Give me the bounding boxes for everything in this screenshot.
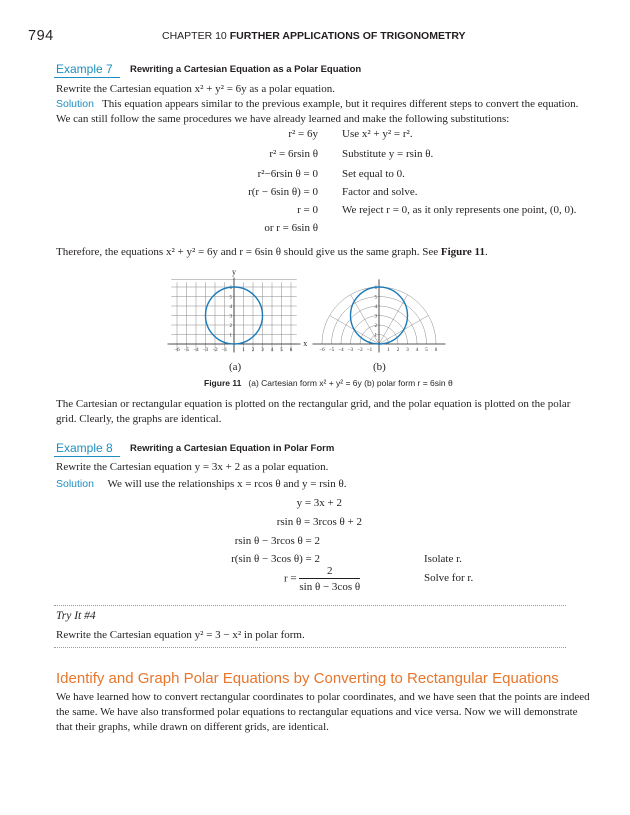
x-tick-label: −4 (193, 348, 199, 353)
step-note: Substitute y = rsin θ. (342, 148, 434, 160)
y-tick-label: 2 (229, 324, 232, 329)
step-lhs: r(sin θ − 3cos θ) = 2 (231, 553, 320, 565)
x-tick-label: −5 (328, 348, 335, 353)
step-lhs: r² = 6y (288, 128, 318, 140)
final-equation (284, 565, 360, 593)
figure-11-graphs (150, 268, 470, 376)
step-lhs: r(r − 6sin θ) = 0 (248, 186, 318, 198)
fraction-numerator: 2 (299, 565, 360, 579)
page-number: 794 (28, 28, 54, 44)
section-line-2: the same. We have also transformed polar equations to rectangular equations and vice versa. Now we will demonstrate (56, 706, 578, 718)
chapter-title: FURTHER APPLICATIONS OF TRIGONOMETRY (229, 30, 466, 42)
step-note: Set equal to 0. (342, 168, 405, 180)
conclusion-end: . (484, 246, 488, 258)
x-tick-label: 3 (406, 348, 409, 353)
y-tick-label: 4 (229, 305, 232, 310)
step-lhs: r² = 6rsin θ (269, 148, 318, 160)
solution-label: Solution (56, 98, 94, 110)
x-tick-label: −6 (174, 348, 180, 353)
y-tick-label: 1 (374, 333, 377, 339)
x-tick-label: 5 (280, 348, 283, 353)
x-tick-label: 4 (270, 348, 274, 353)
example-8-underline (54, 456, 120, 457)
step-lhs: y = 3x + 2 (296, 497, 342, 509)
example-8-title: Rewriting a Cartesian Equation in Polar Form (130, 443, 335, 454)
x-tick-label: −5 (183, 348, 190, 353)
y-tick-label: 3 (374, 314, 377, 320)
x-tick-label: −2 (357, 348, 363, 353)
fraction-denominator: sin θ − 3cos θ (299, 581, 361, 593)
polar-ray (379, 295, 408, 344)
solution-label: Solution (56, 478, 94, 490)
caption-label: Figure 11 (204, 378, 242, 388)
y-tick-label: 5 (229, 295, 232, 301)
x-tick-label: −1 (366, 348, 373, 353)
solution-line-2: We can still follow the same procedures we have already learned and make the following substitutions: (56, 113, 510, 125)
after-figure-line-1: The Cartesian or rectangular equation is plotted on the rectangular grid, and the polar equation is plotted on the polar (56, 398, 571, 410)
x-tick-label: 4 (415, 348, 419, 353)
fraction (299, 565, 360, 593)
y-tick-label: 5 (374, 295, 377, 301)
x-tick-label: 1 (387, 348, 390, 353)
x-tick-label: 1 (242, 348, 245, 353)
section-line-1: We have learned how to convert rectangular coordinates to polar coordinates, and we have seen that the points are indeed (56, 691, 590, 703)
x-tick-label: −1 (221, 348, 228, 353)
example-7-prompt: Rewrite the Cartesian equation x² + y² = 6y as a polar equation. (56, 83, 335, 95)
figure-11-label-a: (a) (229, 361, 242, 373)
y-tick-label: 3 (229, 314, 232, 320)
section-line-3: that their graphs, while drawn on different grids, are identical. (56, 721, 329, 733)
x-tick-label: −6 (319, 348, 325, 353)
y-tick-label: 1 (229, 333, 232, 339)
step-lhs: r = 0 (297, 204, 318, 216)
try-it-text: Rewrite the Cartesian equation y² = 3 − x² in polar form. (56, 629, 305, 641)
x-tick-label: −4 (338, 348, 344, 353)
x-axis-label: x (303, 339, 308, 348)
step-lhs: or r = 6sin θ (264, 222, 318, 234)
y-tick-label: 6 (374, 286, 377, 291)
example-8-label: Example 8 (56, 441, 113, 455)
after-figure-line-2: grid. Clearly, the graphs are identical. (56, 413, 222, 425)
figure-ref: Figure 11 (440, 246, 485, 258)
example-7-label: Example 7 (56, 62, 113, 76)
y-axis-label: y (232, 268, 236, 277)
step-note: Factor and solve. (342, 186, 418, 198)
conclusion-text: Therefore, the equations x² + y² = 6y and r = 6sin θ should give us the same graph. See (56, 246, 441, 258)
polar-graph (313, 279, 446, 353)
y-tick-label: 2 (374, 324, 377, 329)
step-lhs: rsin θ − 3rcos θ = 2 (234, 535, 320, 547)
try-it-top-rule (54, 605, 566, 606)
try-it-label: Try It #4 (56, 610, 96, 622)
x-tick-label: 2 (396, 348, 400, 353)
try-it-bottom-rule (54, 647, 566, 648)
figure-11 (150, 268, 470, 376)
chapter-header (162, 30, 466, 42)
x-tick-label: 6 (434, 348, 438, 353)
y-tick-label: 4 (374, 305, 377, 310)
example-7-underline (54, 77, 120, 78)
x-tick-label: −3 (347, 348, 354, 353)
x-tick-label: −2 (212, 348, 218, 353)
final-lhs: r = (284, 572, 297, 585)
figure-11-label-b: (b) (373, 361, 386, 373)
example-8-prompt: Rewrite the Cartesian equation y = 3x + 2 as a polar equation. (56, 461, 329, 473)
x-tick-label: 2 (251, 348, 255, 353)
chapter-prefix: CHAPTER 10 (162, 30, 227, 42)
example-7-title: Rewriting a Cartesian Equation as a Polar Equation (130, 64, 362, 75)
step-lhs: r²−6rsin θ = 0 (257, 168, 318, 180)
rectangular-graph (168, 268, 308, 353)
x-tick-label: 5 (425, 348, 428, 353)
step-note: Isolate r. (424, 553, 462, 565)
step-lhs: rsin θ = 3rcos θ + 2 (276, 516, 362, 528)
example-7-solution (56, 97, 578, 112)
caption-text: (a) Cartesian form x² + y² = 6y (b) polar form r = 6sin θ (248, 378, 453, 388)
x-tick-label: 3 (261, 348, 264, 353)
step-note: We reject r = 0, as it only represents one point, (0, 0). (342, 204, 577, 216)
solution-text: We will use the relationships x = rcos θ and y = rsin θ. (107, 478, 347, 490)
example-7-conclusion (56, 245, 488, 260)
solution-line-1: This equation appears similar to the previous example, but it requires different steps to convert the equation. (102, 98, 579, 110)
figure-11-caption (204, 378, 453, 388)
x-tick-label: 6 (289, 348, 293, 353)
final-note: Solve for r. (424, 572, 474, 584)
x-tick-label: −3 (202, 348, 209, 353)
example-8-solution (56, 477, 346, 492)
section-heading: Identify and Graph Polar Equations by Converting to Rectangular Equations (56, 670, 559, 687)
step-note: Use x² + y² = r². (342, 128, 413, 140)
y-tick-label: 6 (229, 286, 232, 291)
